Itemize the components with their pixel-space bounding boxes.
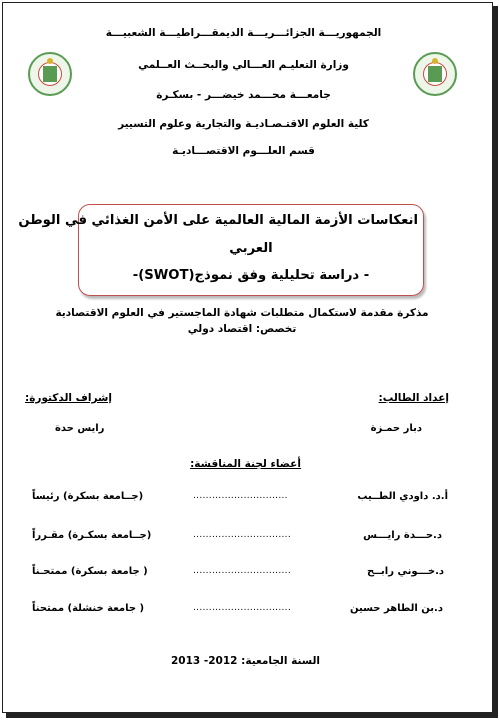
thesis-title-line1: انعكاسات الأزمة المالية العالمية على الأمن الغذائي في الوطن [18, 213, 418, 228]
member-name: د.خـــوني رابــح [367, 566, 444, 577]
supervisor-name: رايس حدة [55, 423, 105, 434]
memo-description: مذكرة مقدمة لاستكمال متطلبات شهادة الماجستير في العلوم الاقتصادية [55, 307, 429, 319]
member-name: د.بن الطاهر حسين [350, 603, 443, 614]
member-dots: .............................. [193, 491, 288, 501]
member-role: (جــامعة بسكرة) رئيساً [32, 491, 144, 502]
committee-label: أعضاء لجنة المناقشة: [190, 458, 301, 470]
academic-year: السنة الجامعية: 2012- 2013 [170, 655, 320, 667]
memo-specialization: تخصص: اقتصاد دولي [187, 323, 297, 335]
member-name: د.حـــدة رايـــس [363, 530, 442, 541]
header-republic: الجمهوريـــة الجزائـــريـــة الديمقـــراطيـــة الشعبيـــة [105, 27, 382, 39]
page-shadow-right [493, 6, 498, 716]
header-department: قسم العلـــوم الاقتصـــاديـة [172, 145, 315, 157]
member-role: ( جامعة خنشلة) ممتحناً [32, 603, 145, 614]
member-dots: ............................... [193, 566, 291, 576]
page-shadow-bottom [6, 713, 498, 718]
header-faculty: كلية العلوم الاقتـصـاديـة والتجارية وعلوم التسيير [118, 118, 369, 130]
member-role: ( جامعة بسكرة) ممتحـناً [32, 566, 148, 577]
supervisor-label: إشراف الدكتورة: [25, 392, 112, 404]
student-name: دبار حمـزة [370, 423, 422, 434]
header-ministry: وزارة التعليـم العـــالي والبحــث العــلمي [138, 59, 349, 71]
member-name: أ.د. داودي الطــيب [357, 491, 448, 502]
student-label: إعداد الطالب: [378, 392, 449, 404]
member-dots: ............................... [193, 530, 291, 540]
thesis-title-line2: العربي [229, 241, 273, 256]
member-dots: ............................... [193, 603, 291, 613]
thesis-subtitle: - دراسة تحليلية وفق نموذج(SWOT)- [132, 268, 370, 283]
header-university: جامعـــة محـــمد خيضـــر - بسكـرة [156, 89, 331, 101]
member-role: (جــامعة بسكـرة) مقـرراً [32, 530, 152, 541]
